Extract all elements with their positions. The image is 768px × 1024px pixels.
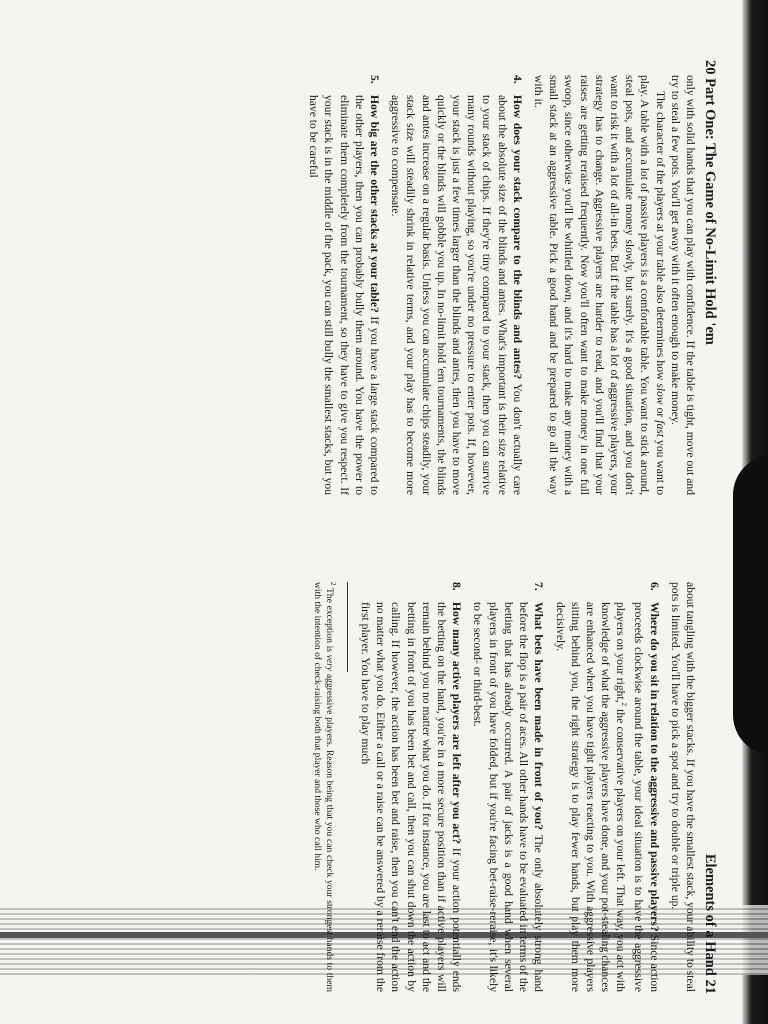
left-page bbox=[0, 0, 768, 496]
footnote-rule bbox=[347, 582, 348, 672]
item-7-text: The only absolutely strong hand before the flop is a pair of aces. All other hands have to be evaluated in terms of the betting that has already occurred. A pair of jacks is a good hand when several players in front of you have folded, but if you're facing bet-raise-reraise, it's likely to be second- or third-best. bbox=[471, 602, 546, 992]
left-running-head: 20 Part One: The Game of No-Limit Hold 'em bbox=[702, 60, 718, 345]
item-6-question: Where do you sit in relation to the aggressive and passive players? bbox=[647, 602, 661, 932]
list-item-4 bbox=[388, 75, 525, 495]
item-7-number: 7. bbox=[532, 582, 546, 591]
item-8-question: How many active players are left after you act? bbox=[450, 602, 464, 844]
item-4-question: How does your stack compare to the blinds and antes? bbox=[510, 95, 524, 380]
item-8-text: If your action potentially ends the betting on the hand, you're in a more secure position than if active players will remain behind you no matter what you do. If for instance, you are last to act and the betting in front of you has been bet and call, then you can shut down the action by calling. If however, the action has been bet and raise, then you can't end the action no matter what you do. Either a call or a raise can be answered by a reraise from the first player. You have to play much bbox=[359, 602, 464, 992]
left-para-2: The character of the players at your table also determines how slow or fast you want to play. A table with a lot of passive players is a comfortable table. You want to stick around, steal pots, and accumulate money slowly, but surely. It's a good situation, and you don't want to risk it with a lot of all-in bets. But if the table has a lot of aggressive players, your strategy has to change. Aggressive players are harder to read, and you'll find that your raises are getting reraised frequently. Now you'll often want to make money in one full swoop, since otherwise you'll be whittled down, and it's hard to make any money with a small stack at an aggressive table. Pick a good hand and be prepared to go all the way with it. bbox=[531, 75, 667, 495]
item-5-number: 5. bbox=[367, 75, 381, 84]
right-page bbox=[0, 512, 768, 1024]
item-6-number: 6. bbox=[647, 582, 661, 591]
footnote-ref-2: 2 bbox=[620, 702, 629, 707]
item-7-question: What bets have been made in front of you? bbox=[532, 602, 546, 831]
right-column bbox=[311, 582, 698, 992]
left-para-1: only with solid hands that you can play with confidence. If the table is tight, move out and try to steal a few pots. You'll get away with it often enough to make money. bbox=[668, 75, 697, 495]
item-4-text: You don't actually care about the absolute size of the blinds and antes. What's important is their size relative to your stack of chips. If they're tiny compared to your stack, then you can survive many rounds without playing, so you're under no pressure to enter pots. If, however, your stack is just a few times larger than the blinds and antes, then you have to move quickly or the blinds will gobble you up. In no-limit hold 'em tournaments, the blinds and antes increase on a regular basis. Unless you can accumulate chips steadily, your stack size will steadily shrink in relative terms, and your play has to become more aggressive to compensate. bbox=[389, 95, 524, 495]
list-item-6: 6. Where do you sit in relation to the aggressive and passive players? Since action proceeds clockwise around the table, your ideal situation is to have the aggressive players on your right,$^2$ the conservative players on your left. That way, you act with knowledge of what the aggressive players have done, and your pot-stealing chances are enhanced when you have tight players reacting to you. With aggressive players sitting behind you, the right strategy is to play fewer hands, but play them more decisively. bbox=[553, 582, 661, 993]
right-running-head: Elements of a Hand 21 bbox=[702, 853, 718, 994]
item-5-text: If you have a large stack compared to the other players, then you can probably bully them around. You have the power to eliminate them completely from the tournament, so they have to give you respect. If your stack is in the middle of the pack, you can still bully the smallest stacks, but you have to be careful bbox=[307, 95, 381, 496]
list-item-7 bbox=[470, 582, 546, 992]
list-item-5 bbox=[306, 75, 382, 495]
item-4-number: 4. bbox=[510, 75, 524, 84]
footnote: $^2$ The exception is very aggressive players. Reason being that you can check your strongest hands to them with the intention of check-raising both that player and those who call him. bbox=[311, 582, 337, 992]
item-5-question: How big are the other stacks at your table? bbox=[367, 95, 381, 313]
left-column bbox=[306, 75, 698, 495]
list-item-8 bbox=[358, 582, 464, 992]
item-8-number: 8. bbox=[450, 582, 464, 591]
right-para-1: about tangling with the bigger stacks. If you have the smallest stack, your ability to steal pots is limited. You'll have to pick a spot and try to double or triple up. bbox=[668, 582, 697, 992]
